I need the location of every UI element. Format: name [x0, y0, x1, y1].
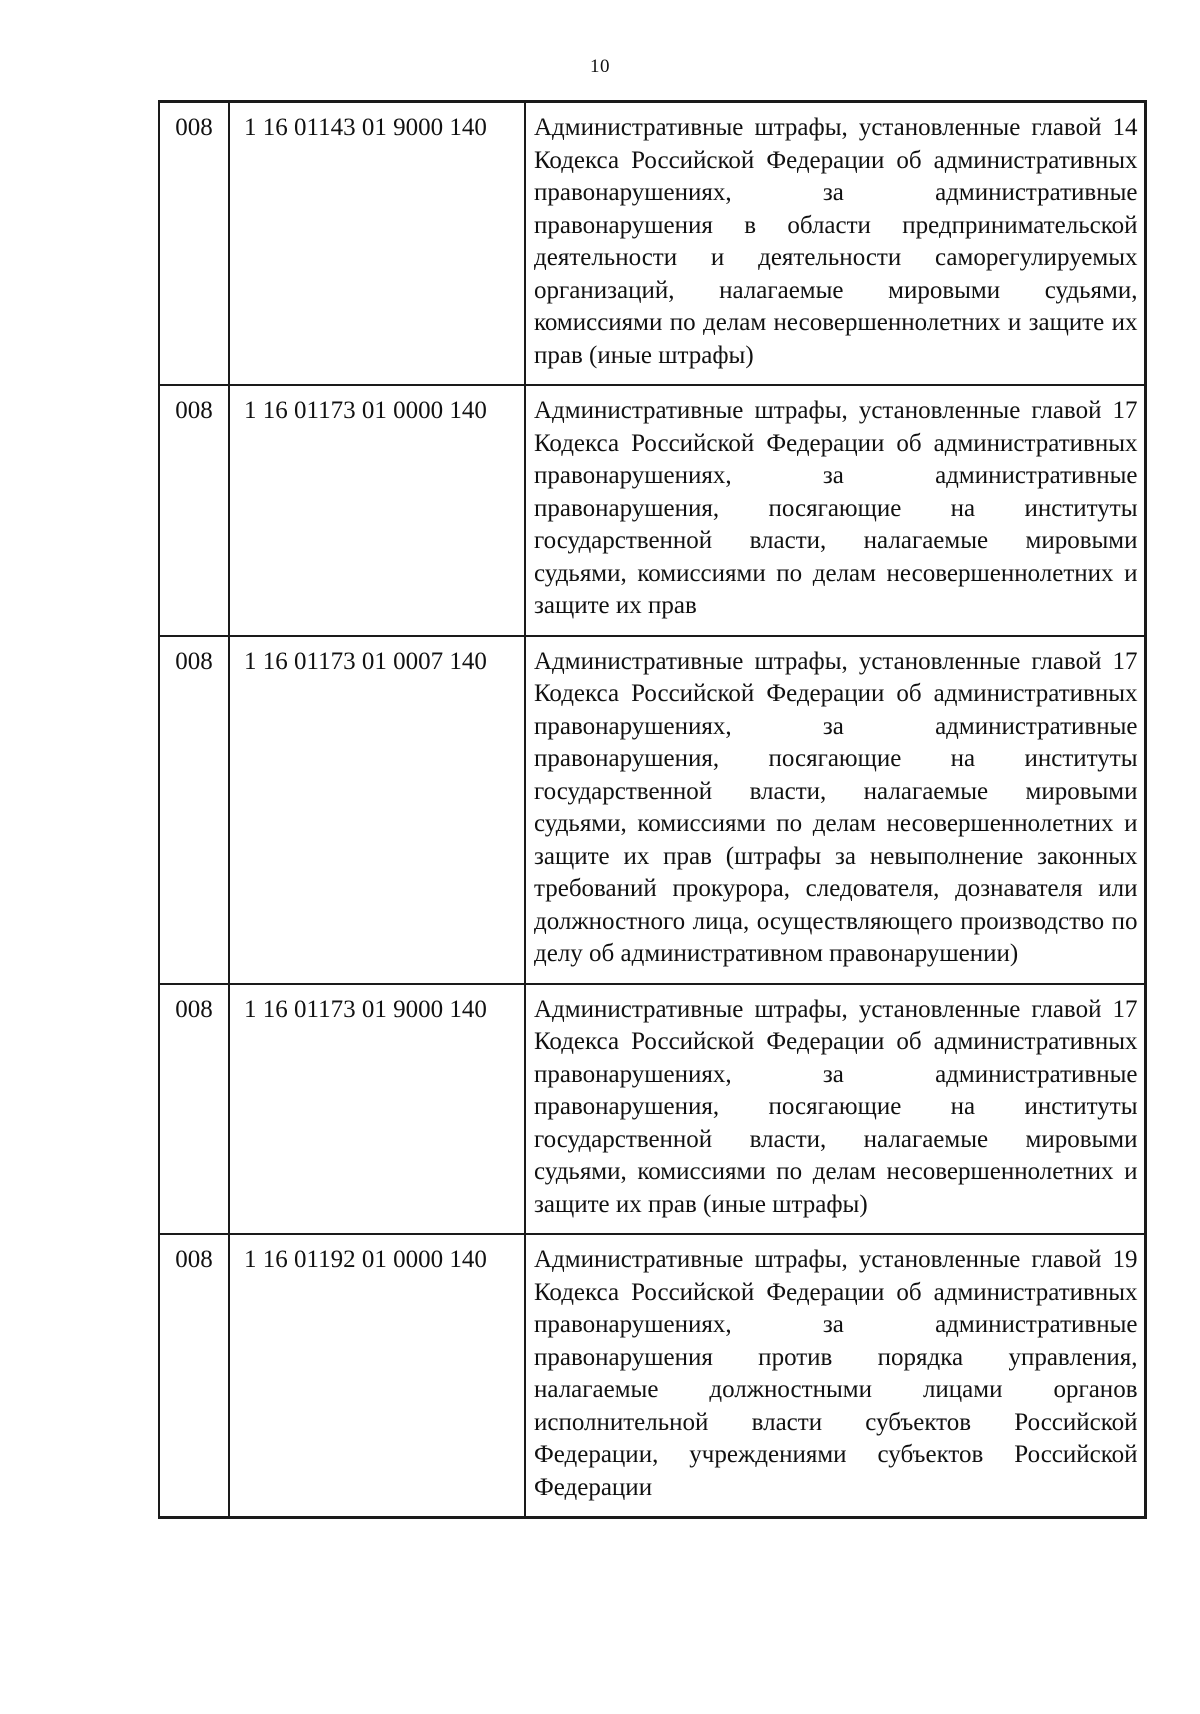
page-number: 10 [590, 56, 610, 77]
kbk-code-cell: 1 16 01143 01 9000 140 [229, 102, 525, 386]
admin-code-cell: 008 [159, 984, 229, 1235]
description-cell [525, 385, 1145, 636]
admin-code-cell: 008 [159, 385, 229, 636]
description-cell [525, 984, 1145, 1235]
table-row [159, 636, 1145, 984]
description-text: Административные штрафы, установленные главой 17 Кодекса Российской Федерации об административных правонарушениях, за административные правонарушения, посягающие на институты государственной власти, налагаемые мировыми судьями, комиссиями по делам несовершеннолетних и защите их прав (иные штрафы) [534, 995, 1138, 1218]
description-text: Административные штрафы, установленные главой 14 Кодекса Российской Федерации об административных правонарушениях, за административные правонарушения в области предпринимательской деятельности и деятельности саморегулируемых организаций, налагаемые мировыми судьями, комиссиями по делам несовершеннолетних и защите их прав (иные штрафы) [534, 114, 1138, 369]
table-row [159, 1234, 1145, 1518]
admin-code-cell: 008 [159, 102, 229, 386]
table-row [159, 385, 1145, 636]
description-text: Административные штрафы, установленные главой 19 Кодекса Российской Федерации об административных правонарушениях, за административные правонарушения против порядка управления, налагаемые должностными лицами органов исполнительной власти субъектов Российской Федерации, учреждениями субъектов Российской Федерации [534, 1246, 1138, 1501]
description-cell [525, 102, 1145, 386]
table-row [159, 984, 1145, 1235]
description-text: Административные штрафы, установленные главой 17 Кодекса Российской Федерации об административных правонарушениях, за административные правонарушения, посягающие на институты государственной власти, налагаемые мировыми судьями, комиссиями по делам несовершеннолетних и защите их прав (штрафы за невыполнение законных требований прокурора, следователя, дознавателя или должностного лица, осуществляющего производство по делу об административном правонарушении) [534, 647, 1138, 967]
kbk-code-cell: 1 16 01192 01 0000 140 [229, 1234, 525, 1518]
description-cell [525, 636, 1145, 984]
revenue-codes-table [158, 100, 1147, 1519]
description-text: Административные штрафы, установленные главой 17 Кодекса Российской Федерации об административных правонарушениях, за административные правонарушения, посягающие на институты государственной власти, налагаемые мировыми судьями, комиссиями по делам несовершеннолетних и защите их прав [534, 397, 1138, 619]
table-row [159, 102, 1145, 386]
kbk-code-cell: 1 16 01173 01 9000 140 [229, 984, 525, 1235]
kbk-code-cell: 1 16 01173 01 0000 140 [229, 385, 525, 636]
admin-code-cell: 008 [159, 1234, 229, 1518]
admin-code-cell: 008 [159, 636, 229, 984]
description-cell [525, 1234, 1145, 1518]
kbk-code-cell: 1 16 01173 01 0007 140 [229, 636, 525, 984]
